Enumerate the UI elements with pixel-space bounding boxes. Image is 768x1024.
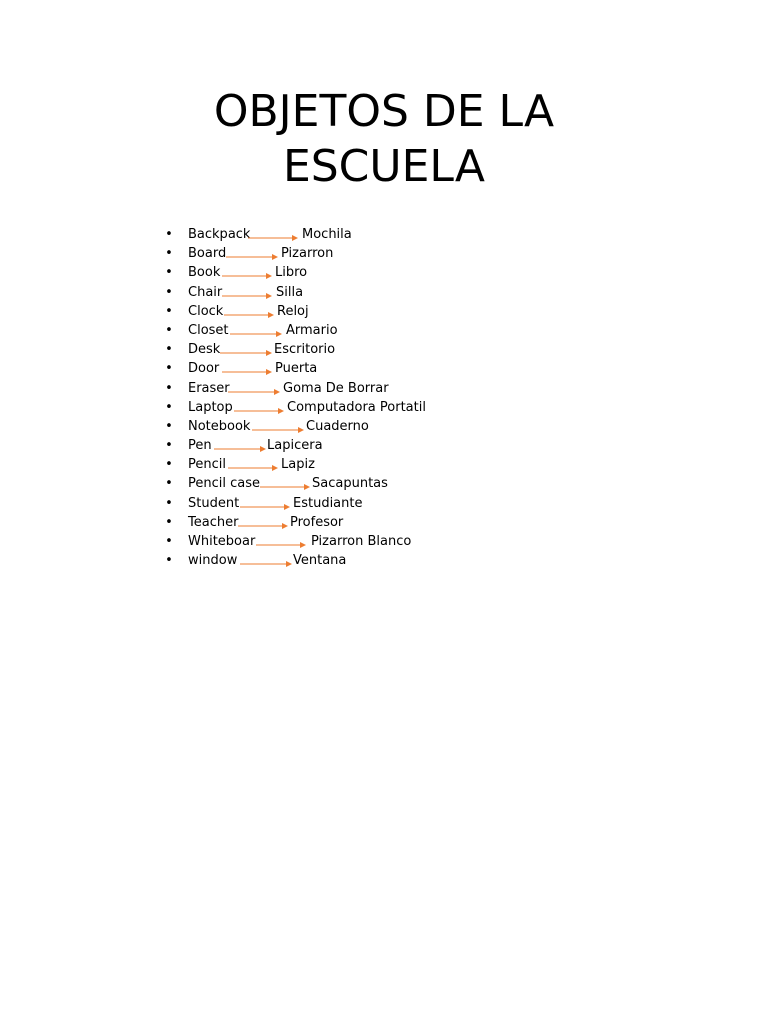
spanish-translation: Pizarron Blanco xyxy=(311,534,412,549)
bullet-icon: • xyxy=(165,322,173,338)
arrow-right-icon xyxy=(222,369,274,375)
english-word: Laptop xyxy=(188,399,233,415)
arrow-right-icon xyxy=(220,350,274,356)
spanish-translation: Mochila xyxy=(302,227,352,242)
english-word: Board xyxy=(188,246,227,262)
english-word: Pencil case xyxy=(188,476,261,492)
english-word: Eraser xyxy=(188,380,230,396)
spanish-translation: Pizarron xyxy=(281,246,334,262)
english-word: Teacher xyxy=(188,514,239,530)
title-line-2: ESCUELA xyxy=(282,141,486,192)
arrow-right-icon xyxy=(226,254,280,260)
spanish-translation: Cuaderno xyxy=(306,418,369,434)
spanish-translation: Armario xyxy=(286,322,338,338)
bullet-icon: • xyxy=(165,284,173,300)
english-word: Closet xyxy=(188,322,229,338)
arrow-right-icon xyxy=(240,504,292,510)
spanish-translation: Estudiante xyxy=(293,495,363,511)
bullet-icon: • xyxy=(165,418,173,434)
bullet-icon: • xyxy=(165,303,173,319)
english-word: Student xyxy=(188,495,240,511)
arrow-right-icon xyxy=(260,484,312,490)
arrow-right-icon xyxy=(228,465,280,471)
title-line-1: OBJETOS DE LA xyxy=(213,86,555,137)
english-word: Whiteboar xyxy=(188,534,256,549)
bullet-icon: • xyxy=(165,380,173,396)
arrow-right-icon xyxy=(256,542,308,548)
arrow-right-icon xyxy=(238,523,290,529)
bullet-icon: • xyxy=(165,361,173,377)
spanish-translation: Ventana xyxy=(293,553,347,569)
spanish-translation: Puerta xyxy=(275,361,318,377)
arrow-right-icon xyxy=(234,408,286,414)
english-word: window xyxy=(188,553,238,569)
arrow-right-icon xyxy=(240,561,294,567)
spanish-translation: Lapiz xyxy=(281,457,315,473)
english-word: Pen xyxy=(188,438,212,454)
spanish-translation: Libro xyxy=(275,265,308,281)
spanish-translation: Lapicera xyxy=(267,438,323,454)
bullet-icon: • xyxy=(165,399,173,415)
bullet-icon: • xyxy=(165,514,173,530)
bullet-icon: • xyxy=(165,246,173,262)
bullet-icon: • xyxy=(165,495,173,511)
english-word: Desk xyxy=(188,342,221,358)
arrow-right-icon xyxy=(222,293,274,299)
arrow-right-icon xyxy=(214,446,268,452)
spanish-translation: Sacapuntas xyxy=(312,476,388,492)
bullet-icon: • xyxy=(165,438,173,454)
spanish-translation: Goma De Borrar xyxy=(283,380,389,396)
bullet-icon: • xyxy=(165,265,173,281)
bullet-icon: • xyxy=(165,476,173,492)
spanish-translation: Escritorio xyxy=(274,342,336,358)
english-word: Clock xyxy=(188,303,224,319)
english-word: Backpack xyxy=(188,227,251,242)
arrow-right-icon xyxy=(248,235,300,241)
english-word: Chair xyxy=(188,284,223,300)
bullet-icon: • xyxy=(165,227,173,242)
english-word: Notebook xyxy=(188,418,251,434)
arrow-right-icon xyxy=(252,427,306,433)
arrow-right-icon xyxy=(228,389,282,395)
arrow-right-icon xyxy=(230,331,284,337)
english-word: Pencil xyxy=(188,457,226,473)
bullet-icon: • xyxy=(165,534,173,549)
spanish-translation: Computadora Portatil xyxy=(287,399,426,415)
bullet-icon: • xyxy=(165,553,173,569)
spanish-translation: Profesor xyxy=(290,514,344,530)
page-title xyxy=(0,84,768,194)
arrow-right-icon xyxy=(224,312,276,318)
english-word: Book xyxy=(188,265,221,281)
spanish-translation: Silla xyxy=(276,284,304,300)
bullet-icon: • xyxy=(165,457,173,473)
spanish-translation: Reloj xyxy=(277,303,309,319)
english-word: Door xyxy=(188,361,220,377)
bullet-icon: • xyxy=(165,342,173,358)
arrow-right-icon xyxy=(222,273,274,279)
